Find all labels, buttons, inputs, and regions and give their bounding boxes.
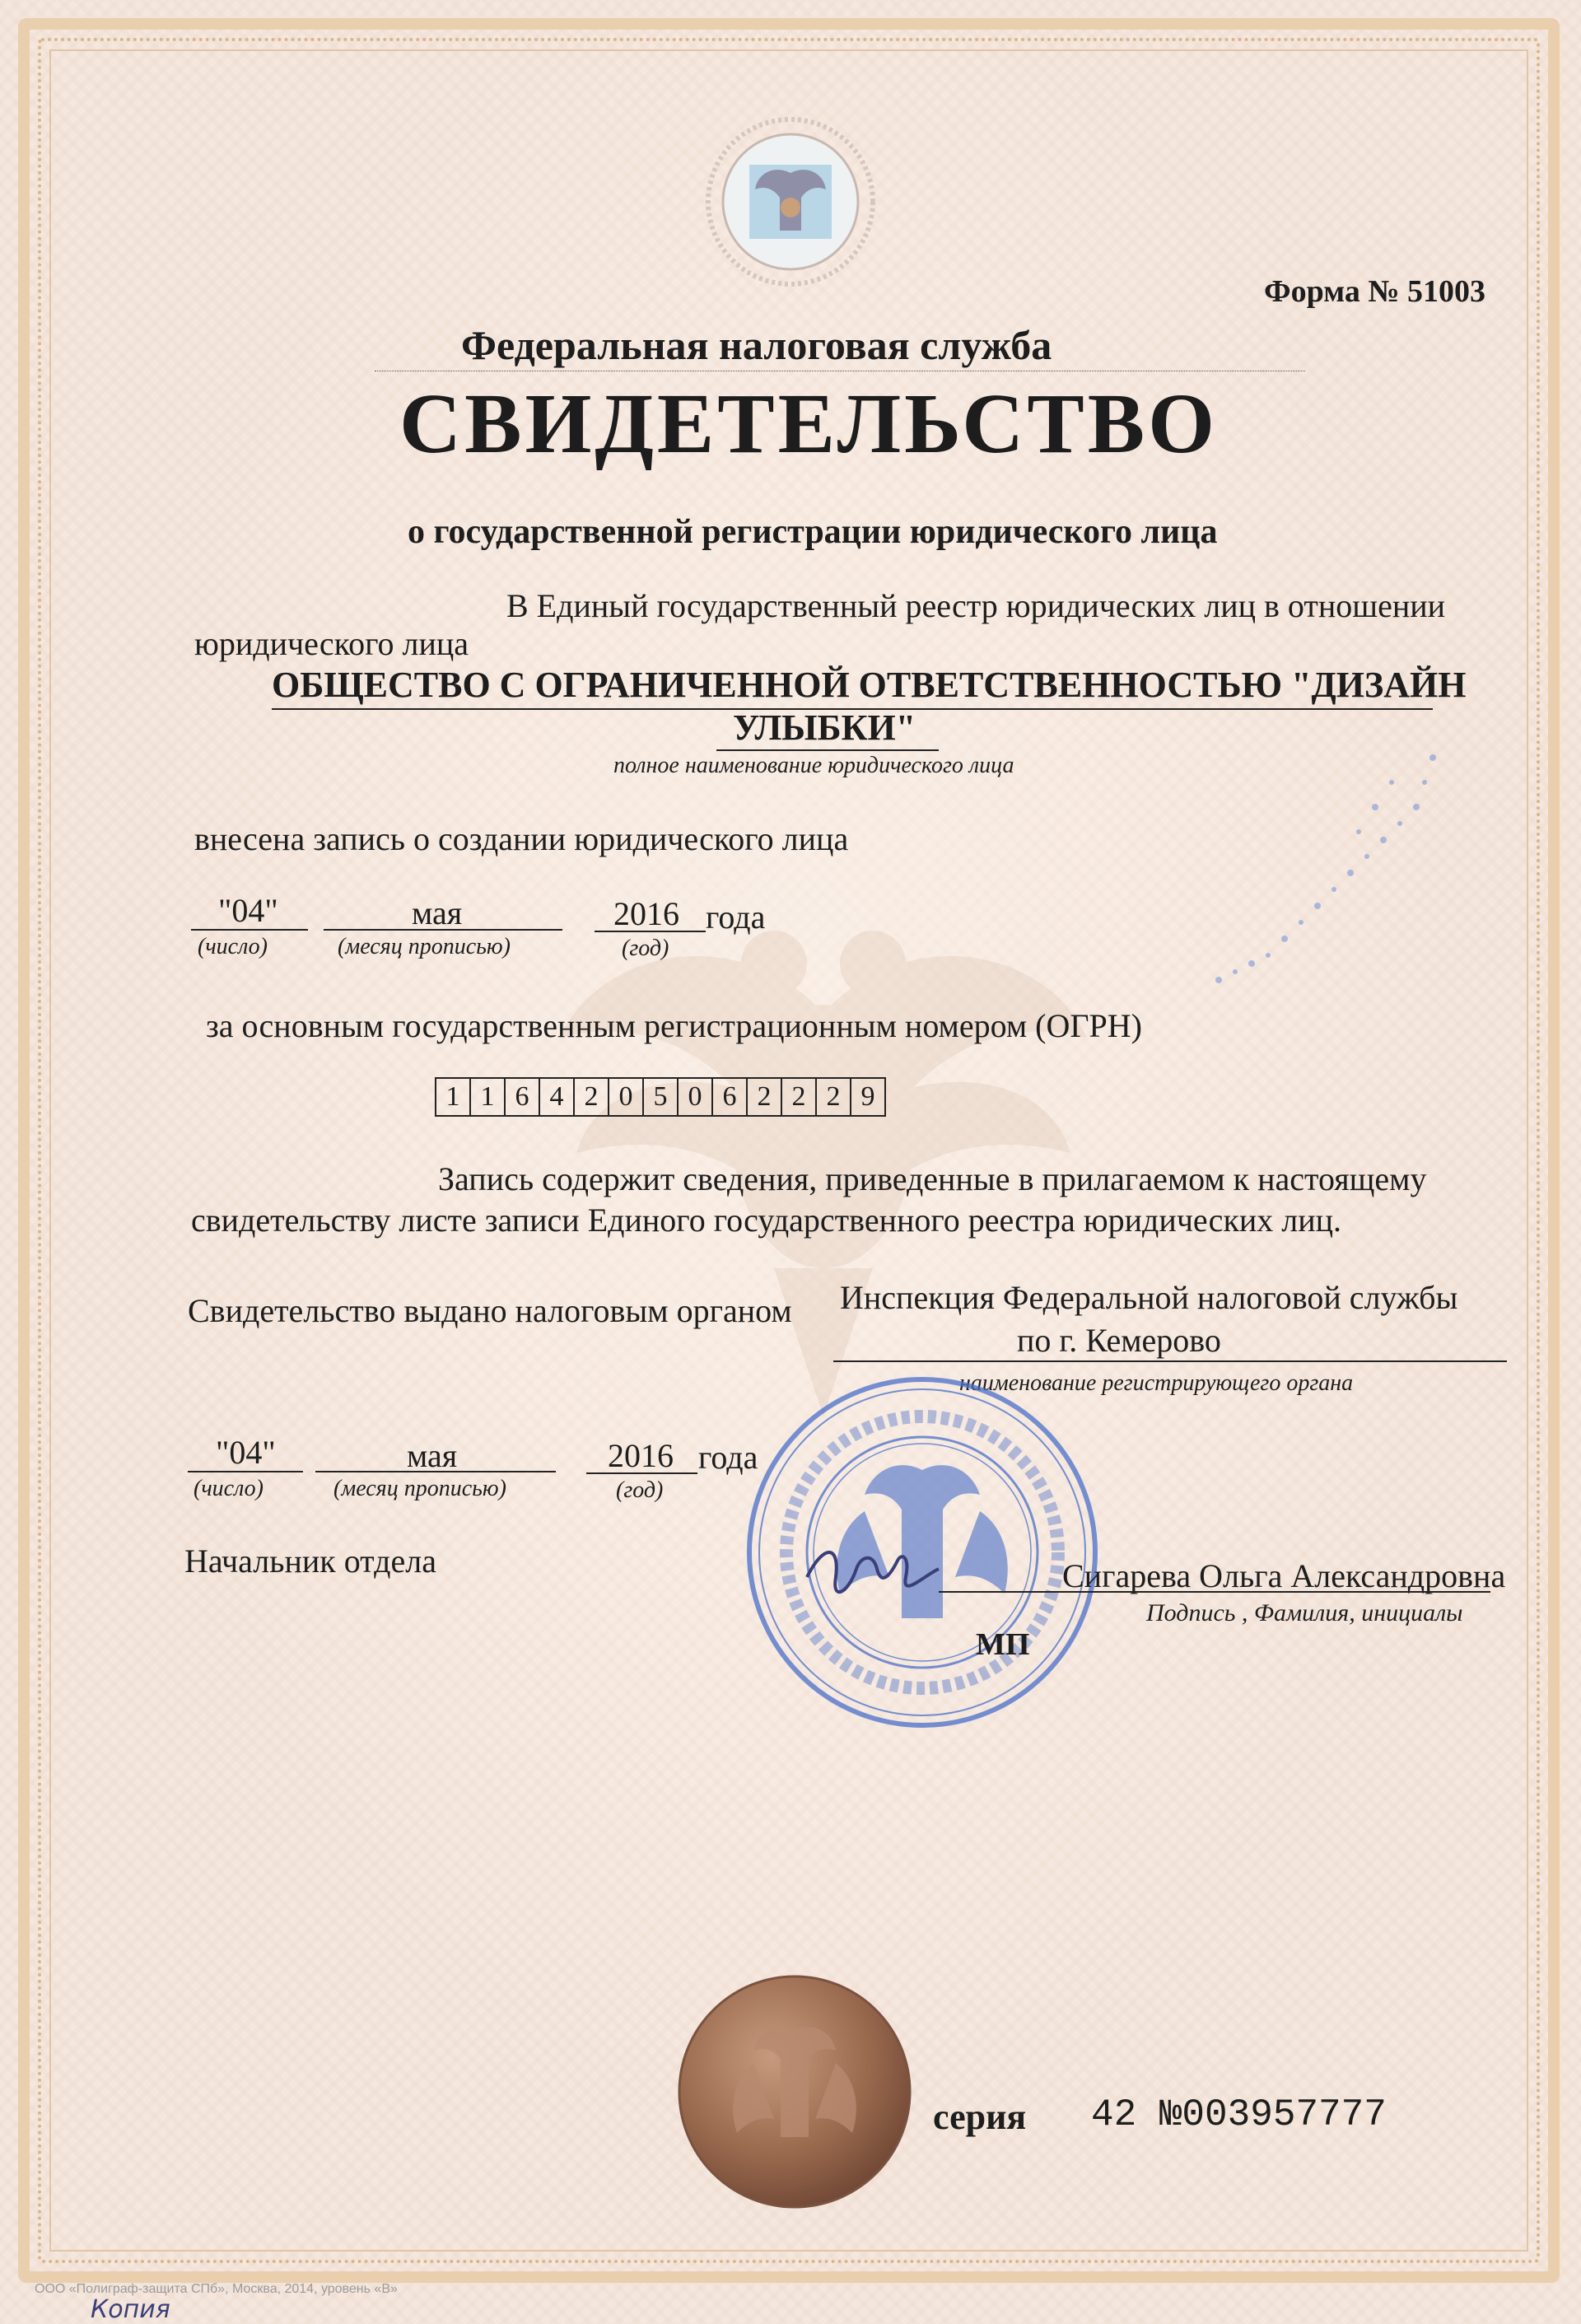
form-number-value: № 51003	[1368, 274, 1486, 309]
date1-year-line	[595, 931, 706, 932]
date2-day-line	[188, 1471, 303, 1472]
ogrn-digit: 4	[540, 1079, 575, 1115]
intro-line-2: юридического лица	[194, 625, 469, 662]
date2-day-caption: (число)	[194, 1476, 264, 1501]
ogrn-digit: 0	[679, 1079, 713, 1115]
document-subtitle: о государственной регистрации юридического лица	[408, 513, 1218, 551]
form-number	[1264, 273, 1485, 310]
date1-year-caption: (год)	[622, 936, 669, 961]
issuer-underline	[833, 1360, 1507, 1362]
ogrn-digit: 5	[644, 1079, 679, 1115]
date2-year-caption: (год)	[616, 1477, 664, 1503]
ogrn-digit: 1	[471, 1079, 506, 1115]
document-title: СВИДЕТЕЛЬСТВО	[399, 376, 1219, 471]
signer-name: Сигарева Ольга Александровна	[1062, 1557, 1506, 1594]
date1-month-caption: (месяц прописью)	[338, 934, 511, 959]
signature-caption: Подпись , Фамилия, инициалы	[1146, 1599, 1463, 1626]
date1-month-line	[324, 929, 562, 931]
ogrn-digit: 2	[575, 1079, 609, 1115]
entity-caption: полное наименование юридического лица	[613, 753, 1014, 778]
date2-year-line	[586, 1472, 697, 1474]
series-label: серия	[933, 2097, 1027, 2137]
mp-mark: МП	[976, 1627, 1030, 1662]
ogrn-number-boxes	[435, 1077, 886, 1117]
date1-year-word: года	[706, 898, 766, 936]
form-label: Форма	[1264, 274, 1360, 309]
printer-note: ООО «Полиграф-защита СПб», Москва, 2014, уровень «В»	[35, 2282, 398, 2296]
issuer-line-1: Инспекция Федеральной налоговой службы	[840, 1279, 1458, 1316]
intro-line-1: В Единый государственный реестр юридических лиц в отношении	[506, 587, 1446, 624]
date1-month: мая	[412, 894, 463, 931]
series-number: 42 №003957777	[1091, 2093, 1387, 2136]
ogrn-digit: 0	[609, 1079, 644, 1115]
date2-month-caption: (месяц прописью)	[333, 1476, 506, 1501]
date1-day-line	[191, 929, 308, 931]
entity-name-line-2: УЛЫБКИ"	[733, 707, 916, 748]
holographic-seal-icon	[675, 1972, 914, 2211]
dotted-pattern-decoration-icon	[1186, 733, 1449, 1013]
date2-month-line	[315, 1471, 556, 1472]
date1-day-caption: (число)	[198, 934, 268, 959]
ogrn-digit: 6	[713, 1079, 748, 1115]
ogrn-digit: 6	[506, 1079, 540, 1115]
date2-month: мая	[407, 1437, 458, 1474]
date2-day: "04"	[216, 1434, 276, 1471]
info-line-1: Запись содержит сведения, приведенные в прилагаемом к настоящему	[438, 1160, 1427, 1197]
issuer-line-2: по г. Кемерово	[1017, 1322, 1221, 1359]
issuer-caption: наименование регистрирующего органа	[959, 1370, 1354, 1396]
ogrn-digit: 1	[436, 1079, 471, 1115]
ogrn-digit: 2	[817, 1079, 851, 1115]
ogrn-digit: 2	[782, 1079, 817, 1115]
date2-year-word: года	[698, 1439, 758, 1476]
handwritten-signature-icon	[799, 1519, 947, 1618]
date2-year: 2016	[608, 1437, 674, 1474]
fns-emblem-icon	[704, 115, 877, 288]
ogrn-digit: 9	[860, 1081, 875, 1112]
agency-name: Федеральная налоговая служба	[461, 322, 1052, 368]
date1-year: 2016	[613, 895, 679, 932]
info-line-2: свидетельству листе записи Единого государственного реестра юридических лиц.	[191, 1202, 1342, 1239]
issued-label: Свидетельство выдано налоговым органом	[188, 1292, 792, 1329]
ogrn-digit: 2	[748, 1079, 782, 1115]
date1-day: "04"	[218, 892, 278, 929]
signer-underline	[939, 1591, 1490, 1593]
position-title: Начальник отдела	[184, 1542, 436, 1580]
record-text: внесена запись о создании юридического лица	[194, 820, 849, 857]
entity-name-line-1: ОБЩЕСТВО С ОГРАНИЧЕННОЙ ОТВЕТСТВЕННОСТЬЮ "ДИЗАЙН	[272, 665, 1467, 705]
ogrn-text: за основным государственным регистрационным номером (ОГРН)	[206, 1007, 1142, 1044]
copy-mark: Копия	[91, 2295, 170, 2324]
entity-name-underline-2	[716, 749, 939, 751]
